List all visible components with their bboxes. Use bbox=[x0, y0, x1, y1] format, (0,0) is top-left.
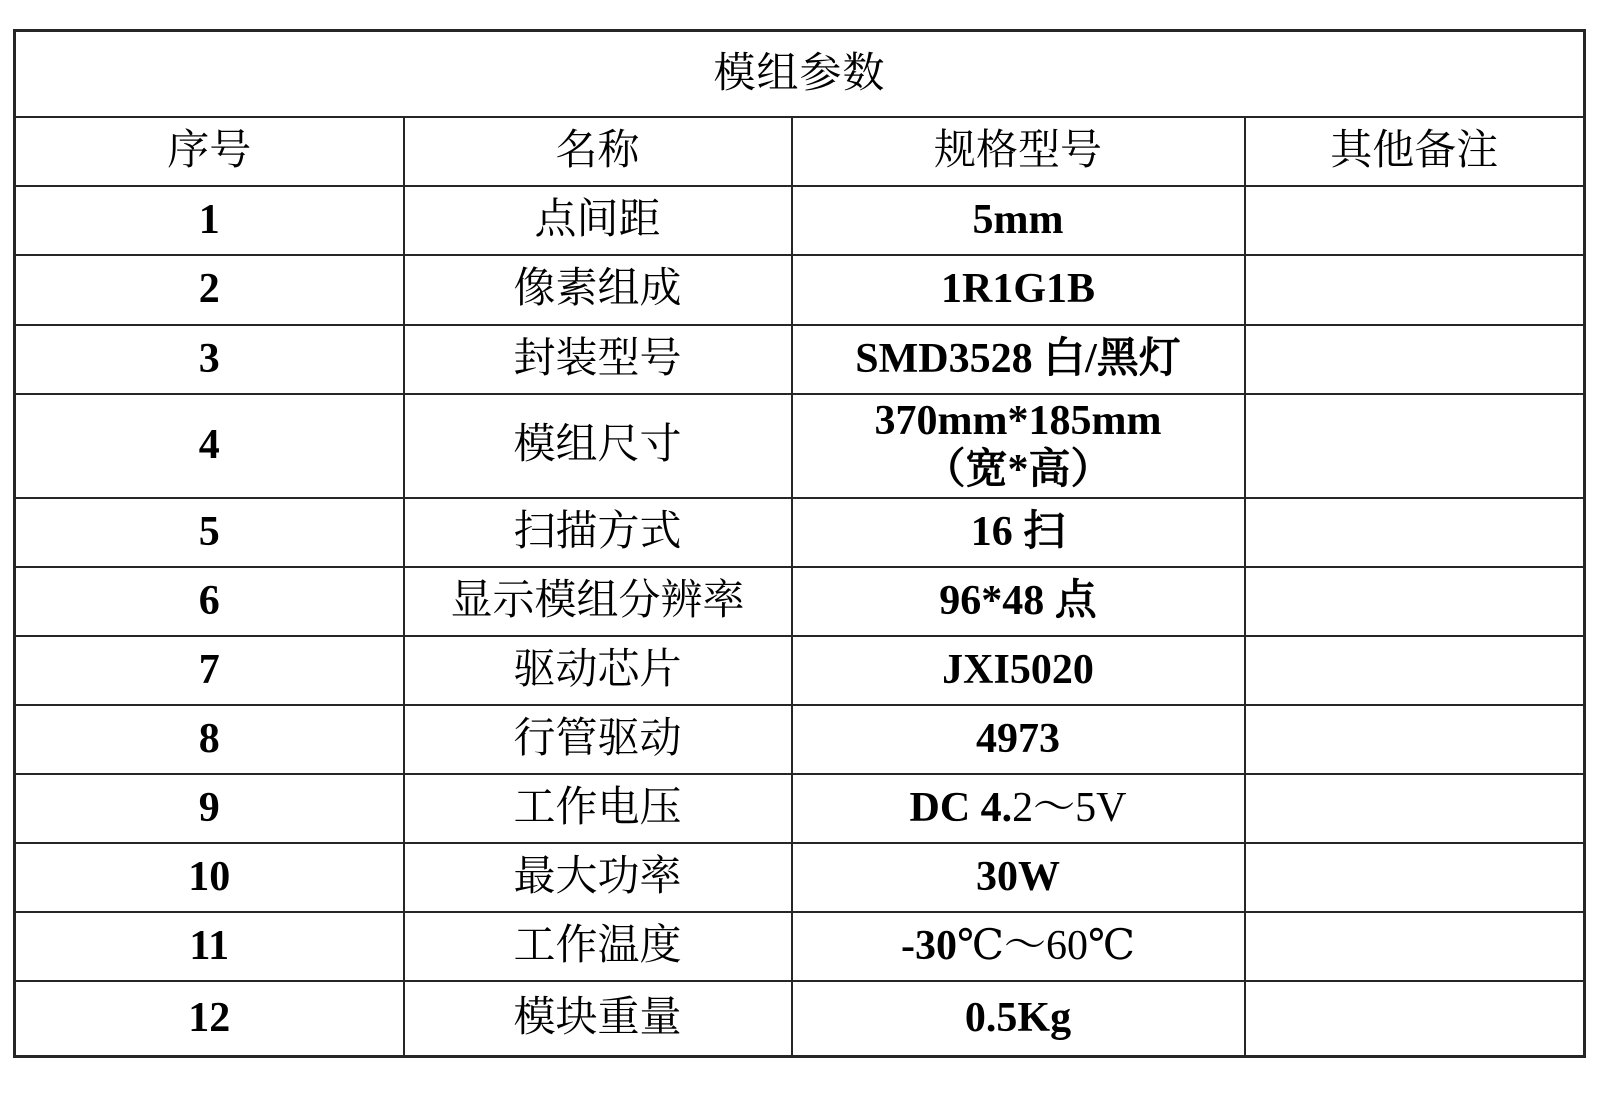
name-cell: 模组尺寸 bbox=[404, 394, 792, 498]
header-no: 序号 bbox=[15, 117, 404, 186]
spec-bold-text: 96*48 点 bbox=[939, 577, 1097, 624]
name-cell: 扫描方式 bbox=[404, 498, 792, 567]
no-cell: 12 bbox=[15, 981, 404, 1057]
remark-cell bbox=[1245, 912, 1585, 981]
name-cell: 工作温度 bbox=[404, 912, 792, 981]
spec-cell bbox=[792, 394, 1245, 498]
no-cell: 9 bbox=[15, 774, 404, 843]
header-row bbox=[15, 117, 1585, 186]
table-row bbox=[15, 325, 1585, 394]
no-cell: 8 bbox=[15, 705, 404, 774]
spec-cell bbox=[792, 636, 1245, 705]
table-row bbox=[15, 186, 1585, 255]
no-cell: 2 bbox=[15, 255, 404, 325]
remark-cell bbox=[1245, 705, 1585, 774]
no-cell: 6 bbox=[15, 567, 404, 636]
no-cell: 7 bbox=[15, 636, 404, 705]
remark-cell bbox=[1245, 498, 1585, 567]
spec-bold-text: DC 4. bbox=[909, 784, 1013, 831]
name-cell: 像素组成 bbox=[404, 255, 792, 325]
name-cell: 行管驱动 bbox=[404, 705, 792, 774]
spec-cell bbox=[792, 981, 1245, 1057]
spec-bold-text: 0.5Kg bbox=[964, 995, 1072, 1042]
no-cell: 4 bbox=[15, 394, 404, 498]
remark-cell bbox=[1245, 774, 1585, 843]
remark-cell bbox=[1245, 255, 1585, 325]
spec-cell bbox=[792, 705, 1245, 774]
spec-cell bbox=[792, 498, 1245, 567]
spec-bold-text: 16 扫 bbox=[970, 508, 1066, 555]
table-row bbox=[15, 567, 1585, 636]
name-cell: 工作电压 bbox=[404, 774, 792, 843]
table-row bbox=[15, 912, 1585, 981]
header-remark: 其他备注 bbox=[1245, 117, 1585, 186]
table-title: 模组参数 bbox=[15, 31, 1585, 117]
spec-cell bbox=[792, 255, 1245, 325]
spec-bold-text: 30W bbox=[976, 853, 1060, 900]
spec-cell bbox=[792, 186, 1245, 255]
title-row bbox=[15, 31, 1585, 117]
spec-bold-text: 370mm*185mm bbox=[874, 398, 1162, 445]
module-params-table bbox=[13, 29, 1586, 1058]
remark-cell bbox=[1245, 981, 1585, 1057]
name-cell: 驱动芯片 bbox=[404, 636, 792, 705]
table-row bbox=[15, 981, 1585, 1057]
spec-bold-text: JXI5020 bbox=[942, 646, 1094, 693]
spec-cell bbox=[792, 567, 1245, 636]
spec-cell bbox=[792, 843, 1245, 912]
no-cell: 1 bbox=[15, 186, 404, 255]
no-cell: 3 bbox=[15, 325, 404, 394]
spec-regular-text: ℃～60℃ bbox=[957, 922, 1135, 969]
table-row bbox=[15, 705, 1585, 774]
remark-cell bbox=[1245, 843, 1585, 912]
name-cell: 显示模组分辨率 bbox=[404, 567, 792, 636]
spec-bold-text: 4973 bbox=[976, 715, 1060, 762]
spec-bold-text: -30 bbox=[901, 922, 958, 969]
header-spec: 规格型号 bbox=[792, 117, 1245, 186]
table-row bbox=[15, 255, 1585, 325]
name-cell: 模块重量 bbox=[404, 981, 792, 1057]
table-row bbox=[15, 636, 1585, 705]
spec-cell bbox=[792, 325, 1245, 394]
spec-cell bbox=[792, 774, 1245, 843]
spec-bold-text: 1R1G1B bbox=[940, 266, 1095, 313]
remark-cell bbox=[1245, 186, 1585, 255]
spec-cell bbox=[792, 912, 1245, 981]
spec-bold-text: 5mm bbox=[972, 196, 1064, 243]
remark-cell bbox=[1245, 636, 1585, 705]
table-row bbox=[15, 774, 1585, 843]
remark-cell bbox=[1245, 567, 1585, 636]
no-cell: 5 bbox=[15, 498, 404, 567]
table-row bbox=[15, 498, 1585, 567]
header-name: 名称 bbox=[404, 117, 792, 186]
table-row bbox=[15, 394, 1585, 498]
remark-cell bbox=[1245, 394, 1585, 498]
name-cell: 封装型号 bbox=[404, 325, 792, 394]
no-cell: 10 bbox=[15, 843, 404, 912]
name-cell: 点间距 bbox=[404, 186, 792, 255]
spec-bold-text: SMD3528 白/黑灯 bbox=[855, 335, 1181, 382]
spec-regular-text: 2～5V bbox=[1012, 784, 1127, 831]
name-cell: 最大功率 bbox=[404, 843, 792, 912]
remark-cell bbox=[1245, 325, 1585, 394]
table-row bbox=[15, 843, 1585, 912]
no-cell: 11 bbox=[15, 912, 404, 981]
spec-line2-text: （宽*高） bbox=[923, 446, 1113, 493]
